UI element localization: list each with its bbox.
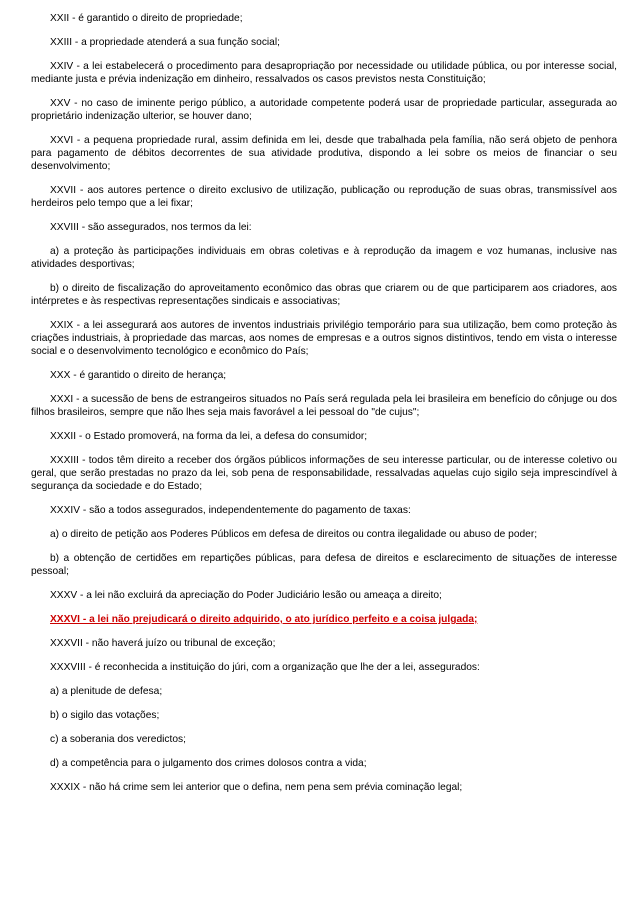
paragraph-xxxi: XXXI - a sucessão de bens de estrangeiros situados no País será regulada pela lei brasileira em benefício do cônjuge ou dos filhos brasileiros, sempre que não lhes seja mais favorável a lei pessoal do "de cujus";: [31, 394, 617, 418]
paragraph-xxxvii: XXXVII - não haverá juízo ou tribunal de exceção;: [50, 638, 276, 649]
paragraph-xxxiii: XXXIII - todos têm direito a receber dos órgãos públicos informações de seu interesse particular, ou de interesse coletivo ou geral, que serão prestadas no prazo da lei, sob pena de responsabilidade, ressalvadas aquelas cujo sigilo seja imprescindível à segurança da sociedade e do Estado;: [31, 455, 617, 492]
paragraph-xxxviii-a: a) a plenitude de defesa;: [50, 686, 163, 697]
paragraph-xxxv: XXXV - a lei não excluirá da apreciação do Poder Judiciário lesão ou ameaça a direito;: [50, 590, 442, 601]
paragraph-xxxix: XXXIX - não há crime sem lei anterior que o defina, nem pena sem prévia cominação legal;: [50, 782, 463, 793]
document-page: [31, 12, 617, 805]
paragraph-xxviii-a: a) a proteção às participações individuais em obras coletivas e à reprodução da imagem e voz humanas, inclusive nas atividades desportivas;: [31, 246, 617, 270]
paragraph-xxix: XXIX - a lei assegurará aos autores de inventos industriais privilégio temporário para sua utilização, bem como proteção às criações industriais, à propriedade das marcas, aos nomes de empresas e a outros signos distintivos, tendo em vista o interesse social e o desenvolvimento tecnológico e econômico do País;: [31, 320, 617, 357]
paragraph-xxxiv: XXXIV - são a todos assegurados, independentemente do pagamento de taxas:: [50, 505, 411, 516]
paragraph-xxviii: XXVIII - são assegurados, nos termos da lei:: [50, 222, 252, 233]
paragraph-xxxviii-b: b) o sigilo das votações;: [50, 710, 160, 721]
paragraph-xxxviii: XXXVIII - é reconhecida a instituição do júri, com a organização que lhe der a lei, assegurados:: [50, 662, 480, 673]
paragraph-xxxviii-d: d) a competência para o julgamento dos crimes dolosos contra a vida;: [50, 758, 367, 769]
paragraph-xxiii: XXIII - a propriedade atenderá a sua função social;: [50, 37, 280, 48]
paragraph-xxii: XXII - é garantido o direito de propriedade;: [50, 13, 243, 24]
paragraph-xxiv: XXIV - a lei estabelecerá o procedimento para desapropriação por necessidade ou utilidade pública, ou por interesse social, mediante justa e prévia indenização em dinheiro, ressalvados os casos previstos nesta Constituição;: [31, 61, 617, 85]
paragraph-xxx: XXX - é garantido o direito de herança;: [50, 370, 227, 381]
paragraph-xxvii: XXVII - aos autores pertence o direito exclusivo de utilização, publicação ou reprodução de suas obras, transmissível aos herdeiros pelo tempo que a lei fixar;: [31, 185, 617, 209]
paragraph-xxxviii-c: c) a soberania dos veredictos;: [50, 734, 186, 745]
paragraph-xxviii-b: b) o direito de fiscalização do aproveitamento econômico das obras que criarem ou de que participarem aos criadores, aos intérpretes e às respectivas representações sindicais e associativas;: [31, 283, 617, 307]
paragraph-xxv: XXV - no caso de iminente perigo público, a autoridade competente poderá usar de propriedade particular, assegurada ao proprietário indenização ulterior, se houver dano;: [31, 98, 617, 122]
paragraph-xxxiv-b: b) a obtenção de certidões em repartições públicas, para defesa de direitos e esclarecimento de situações de interesse pessoal;: [31, 553, 617, 577]
paragraph-xxxvi-highlighted: XXXVI - a lei não prejudicará o direito adquirido, o ato jurídico perfeito e a coisa julgada;: [50, 614, 478, 625]
paragraph-xxxiv-a: a) o direito de petição aos Poderes Públicos em defesa de direitos ou contra ilegalidade ou abuso de poder;: [50, 529, 538, 540]
paragraph-xxvi: XXVI - a pequena propriedade rural, assim definida em lei, desde que trabalhada pela família, não será objeto de penhora para pagamento de débitos decorrentes de sua atividade produtiva, dispondo a lei sobre os meios de financiar o seu desenvolvimento;: [31, 135, 617, 172]
paragraph-xxxii: XXXII - o Estado promoverá, na forma da lei, a defesa do consumidor;: [50, 431, 368, 442]
